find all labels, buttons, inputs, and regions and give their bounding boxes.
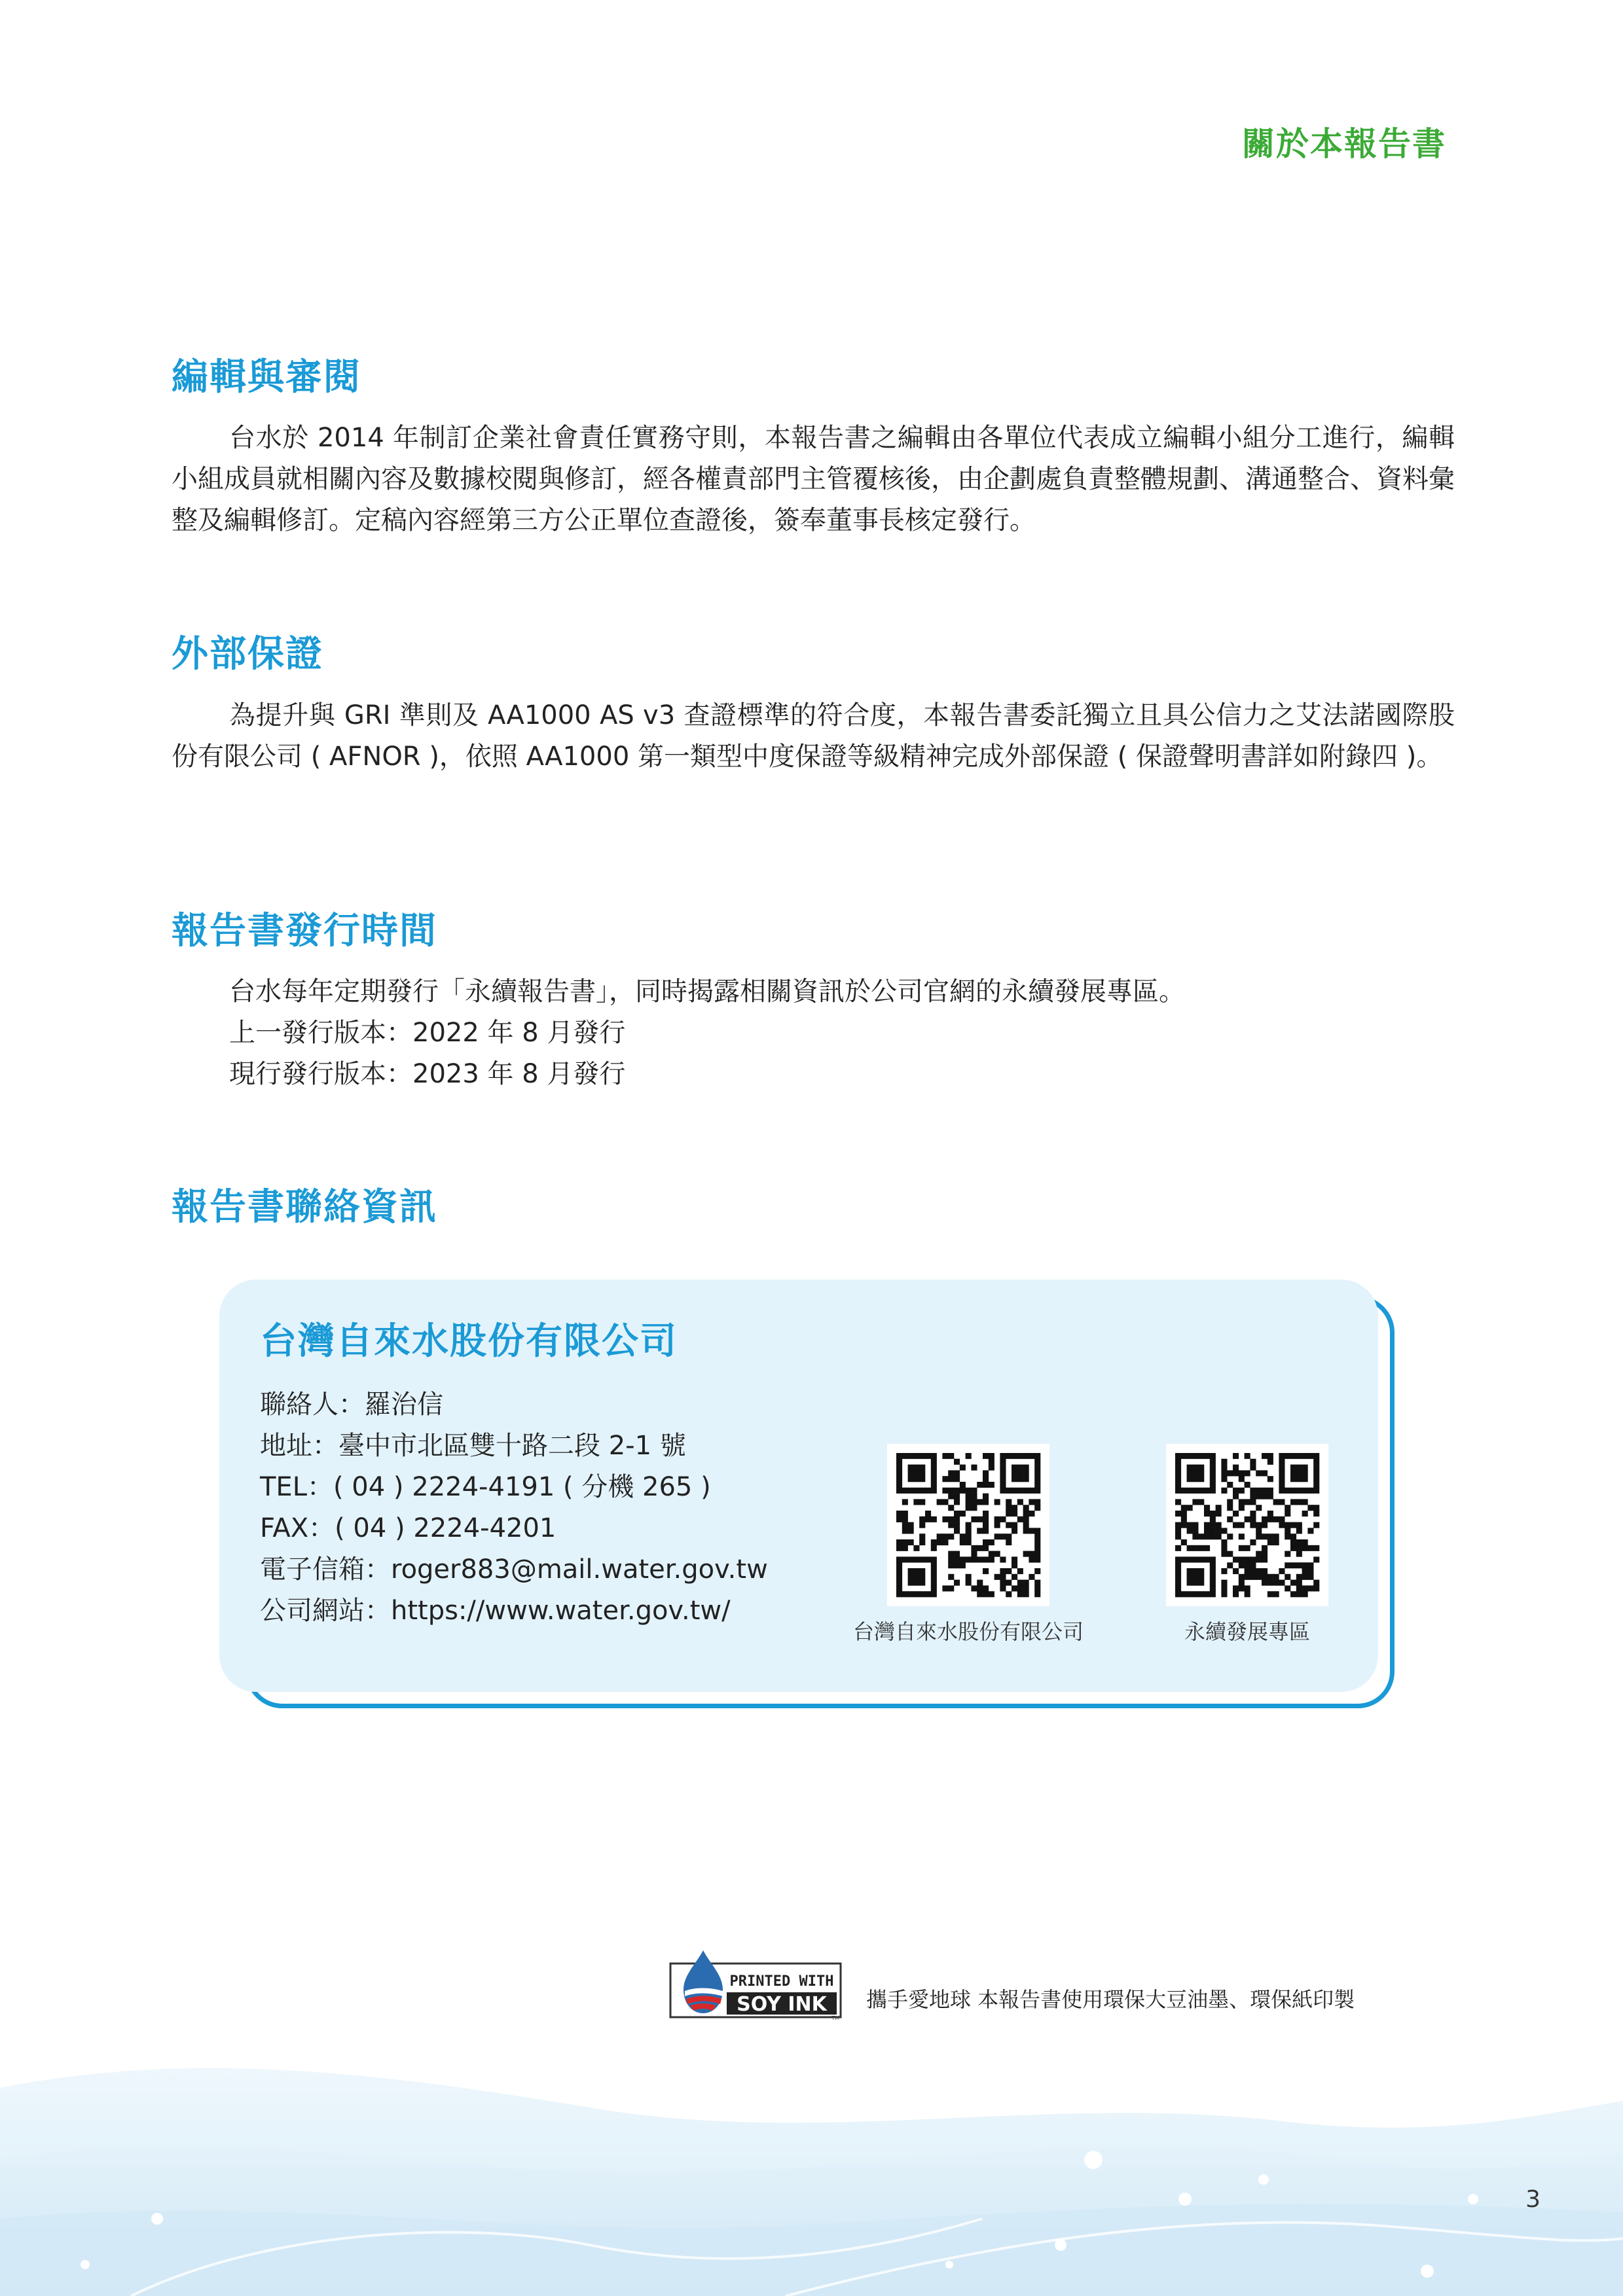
section-heading-editing: 編輯與審閱 <box>172 356 361 399</box>
release-line-current: 現行發行版本：2023 年 8 月發行 <box>229 1059 626 1089</box>
section-heading-contact: 報告書聯絡資訊 <box>172 1186 437 1229</box>
contact-tel: TEL：( 04 ) 2224-4191 ( 分機 265 ) <box>260 1472 711 1502</box>
qr-caption-sustainability: 永續發展專區 <box>1184 1619 1310 1644</box>
release-line-previous: 上一發行版本：2022 年 8 月發行 <box>229 1018 626 1048</box>
soy-ink-note: 攜手愛地球 本報告書使用環保大豆油墨、環保紙印製 <box>866 1987 1355 2012</box>
contact-address: 地址：臺中市北區雙十路二段 2-1 號 <box>260 1431 686 1461</box>
soy-logo-line1: PRINTED WITH <box>729 1973 834 1990</box>
qr-code-icon[interactable] <box>887 1444 1049 1606</box>
contact-email[interactable]: 電子信箱：roger883@mail.water.gov.tw <box>260 1554 768 1585</box>
section-body-editing: 台水於 2014 年制訂企業社會責任實務守則，本報告書之編輯由各單位代表成立編輯小組分工進行，編輯小組成員就相關內容及數據校閱與修訂，經各權責部門主管覆核後，由企劃處負責整體規劃、溝通整合、資料彙整及編輯修訂。定稿內容經第三方公正單位查證後，簽奉董事長核定發行。 <box>172 423 1455 535</box>
qr-code-icon[interactable] <box>1166 1444 1328 1606</box>
release-line-1: 台水每年定期發行「永續報告書」，同時揭露相關資訊於公司官網的永續發展專區。 <box>229 977 1185 1007</box>
contact-website[interactable]: 公司網站：https://www.water.gov.tw/ <box>260 1596 731 1626</box>
company-name: 台灣自來水股份有限公司 <box>260 1320 678 1363</box>
contact-person: 聯絡人：羅治信 <box>260 1390 443 1420</box>
qr-caption-company: 台灣自來水股份有限公司 <box>852 1619 1084 1644</box>
contact-details <box>260 1384 768 1632</box>
contact-fax: FAX：( 04 ) 2224-4201 <box>260 1513 556 1543</box>
soy-logo-tm: TM <box>831 2015 839 2021</box>
decorative-water-waves <box>0 2049 1623 2296</box>
page-header-title: 關於本報告書 <box>1242 125 1446 163</box>
section-heading-release: 報告書發行時間 <box>172 910 437 952</box>
section-body-assurance: 為提升與 GRI 準則及 AA1000 AS v3 查證標準的符合度，本報告書委託獨立且具公信力之艾法諾國際股份有限公司 ( AFNOR )，依照 AA1000 第一類型中度保證等級精神完成外部保證 ( 保證聲明書詳如附錄四 )。 <box>172 700 1455 772</box>
section-heading-assurance: 外部保證 <box>172 633 323 675</box>
soy-ink-logo <box>669 1949 845 2021</box>
soy-logo-line2: SOY INK <box>737 1993 827 2016</box>
page-number: 3 <box>1525 2186 1541 2213</box>
